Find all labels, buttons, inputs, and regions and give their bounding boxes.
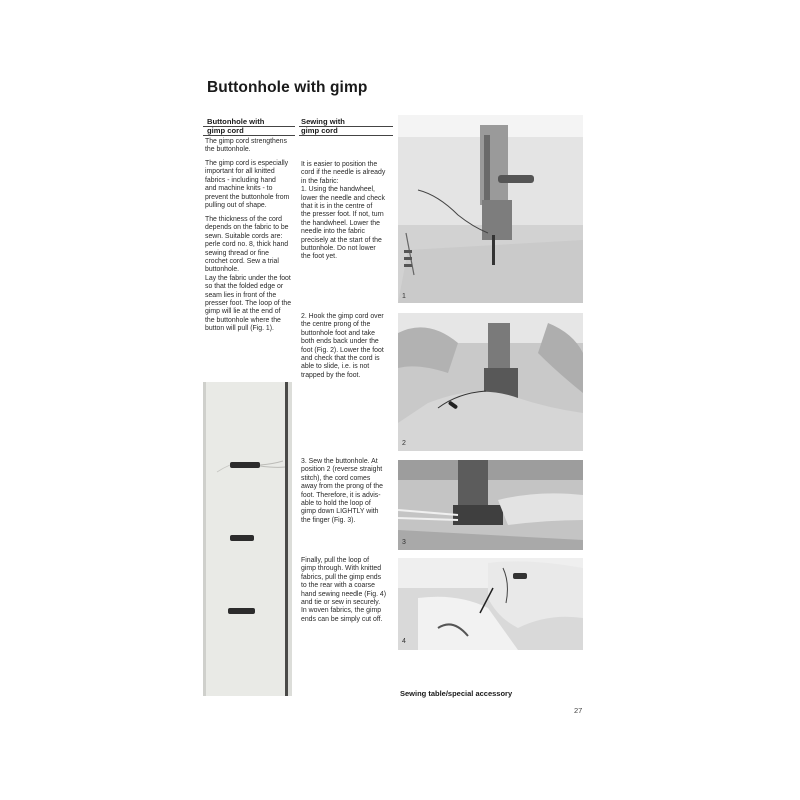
figure-4-photo — [398, 558, 583, 650]
left-heading-line1: Buttonhole with — [207, 117, 265, 126]
middle-heading-line1: Sewing with — [301, 117, 345, 126]
figure-2-photo — [398, 313, 583, 451]
middle-heading-rule-top — [299, 126, 393, 127]
middle-heading-line2: gimp cord — [301, 126, 338, 135]
step-2-text: 2. Hook the gimp cord over the centre prong of the buttonhole foot and take both ends back under the foot (Fig. 2). Lower the foot and check that the cord is able to slide, i.e. is not trapped by the foot. — [301, 313, 384, 379]
figure-1-label: 1 — [402, 293, 406, 300]
page-title: Buttonhole with gimp — [207, 79, 368, 96]
left-heading-line2: gimp cord — [207, 126, 244, 135]
left-paragraph-2: The gimp cord is especially important for all knitted fabrics - including hand and machine knits - to prevent the buttonhole from pulling out of shape. — [205, 160, 290, 210]
left-paragraph-1: The gimp cord strengthens the buttonhole. — [205, 138, 287, 154]
left-heading-rule-top — [203, 126, 295, 127]
footer-section-label: Sewing table/special accessory — [400, 689, 513, 698]
figure-3-photo — [398, 460, 583, 550]
figure-3-label: 3 — [402, 539, 406, 546]
figure-1-drawing — [398, 115, 583, 303]
figure-3-drawing — [398, 460, 583, 550]
left-paragraph-3: The thickness of the cord depends on the fabric to be sewn. Suitable cords are: perle cord no. 8, thick hand sewing thread or fine crochet cord. Sew a trial buttonhole. Lay the fabric under the foot so that the folded edge or seam lies in front of the presser foot. The loop of the gimp will lie at the end of the buttonhole where the button will pull (Fig. 1). — [205, 216, 292, 333]
figure-4-drawing — [398, 558, 583, 650]
step-3-text: 3. Sew the buttonhole. At position 2 (reverse straight stitch), the cord comes away from the prong of the foot. Therefore, it is advis- able to hold the loop of gimp down LIGHTLY with the finger (Fig. 3). — [301, 458, 383, 524]
figure-1-photo — [398, 115, 583, 303]
step-4-text: Finally, pull the loop of gimp through. With knitted fabrics, pull the gimp ends to the rear with a coarse hand sewing needle (Fig. 4) and tie or sew in securely. In woven fabrics, the gimp ends can be simply cut off. — [301, 557, 387, 623]
left-heading-rule — [203, 135, 295, 136]
middle-heading-rule — [299, 135, 393, 136]
buttonhole-sample-photo — [203, 382, 292, 696]
buttonhole-sample-drawing — [203, 382, 292, 696]
page-number: 27 — [574, 706, 583, 715]
figure-2-label: 2 — [402, 440, 406, 447]
figure-2-drawing — [398, 313, 583, 451]
figure-4-label: 4 — [402, 638, 406, 645]
step-1-text: It is easier to position the cord if the needle is already in the fabric: 1. Using the handwheel, lower the needle and check that it is in the centre of the presser foot. If not, turn the handwheel. Lower the needle into the fabric precisely at the start of the buttonhole. Do not lower the foot yet. — [301, 161, 386, 261]
